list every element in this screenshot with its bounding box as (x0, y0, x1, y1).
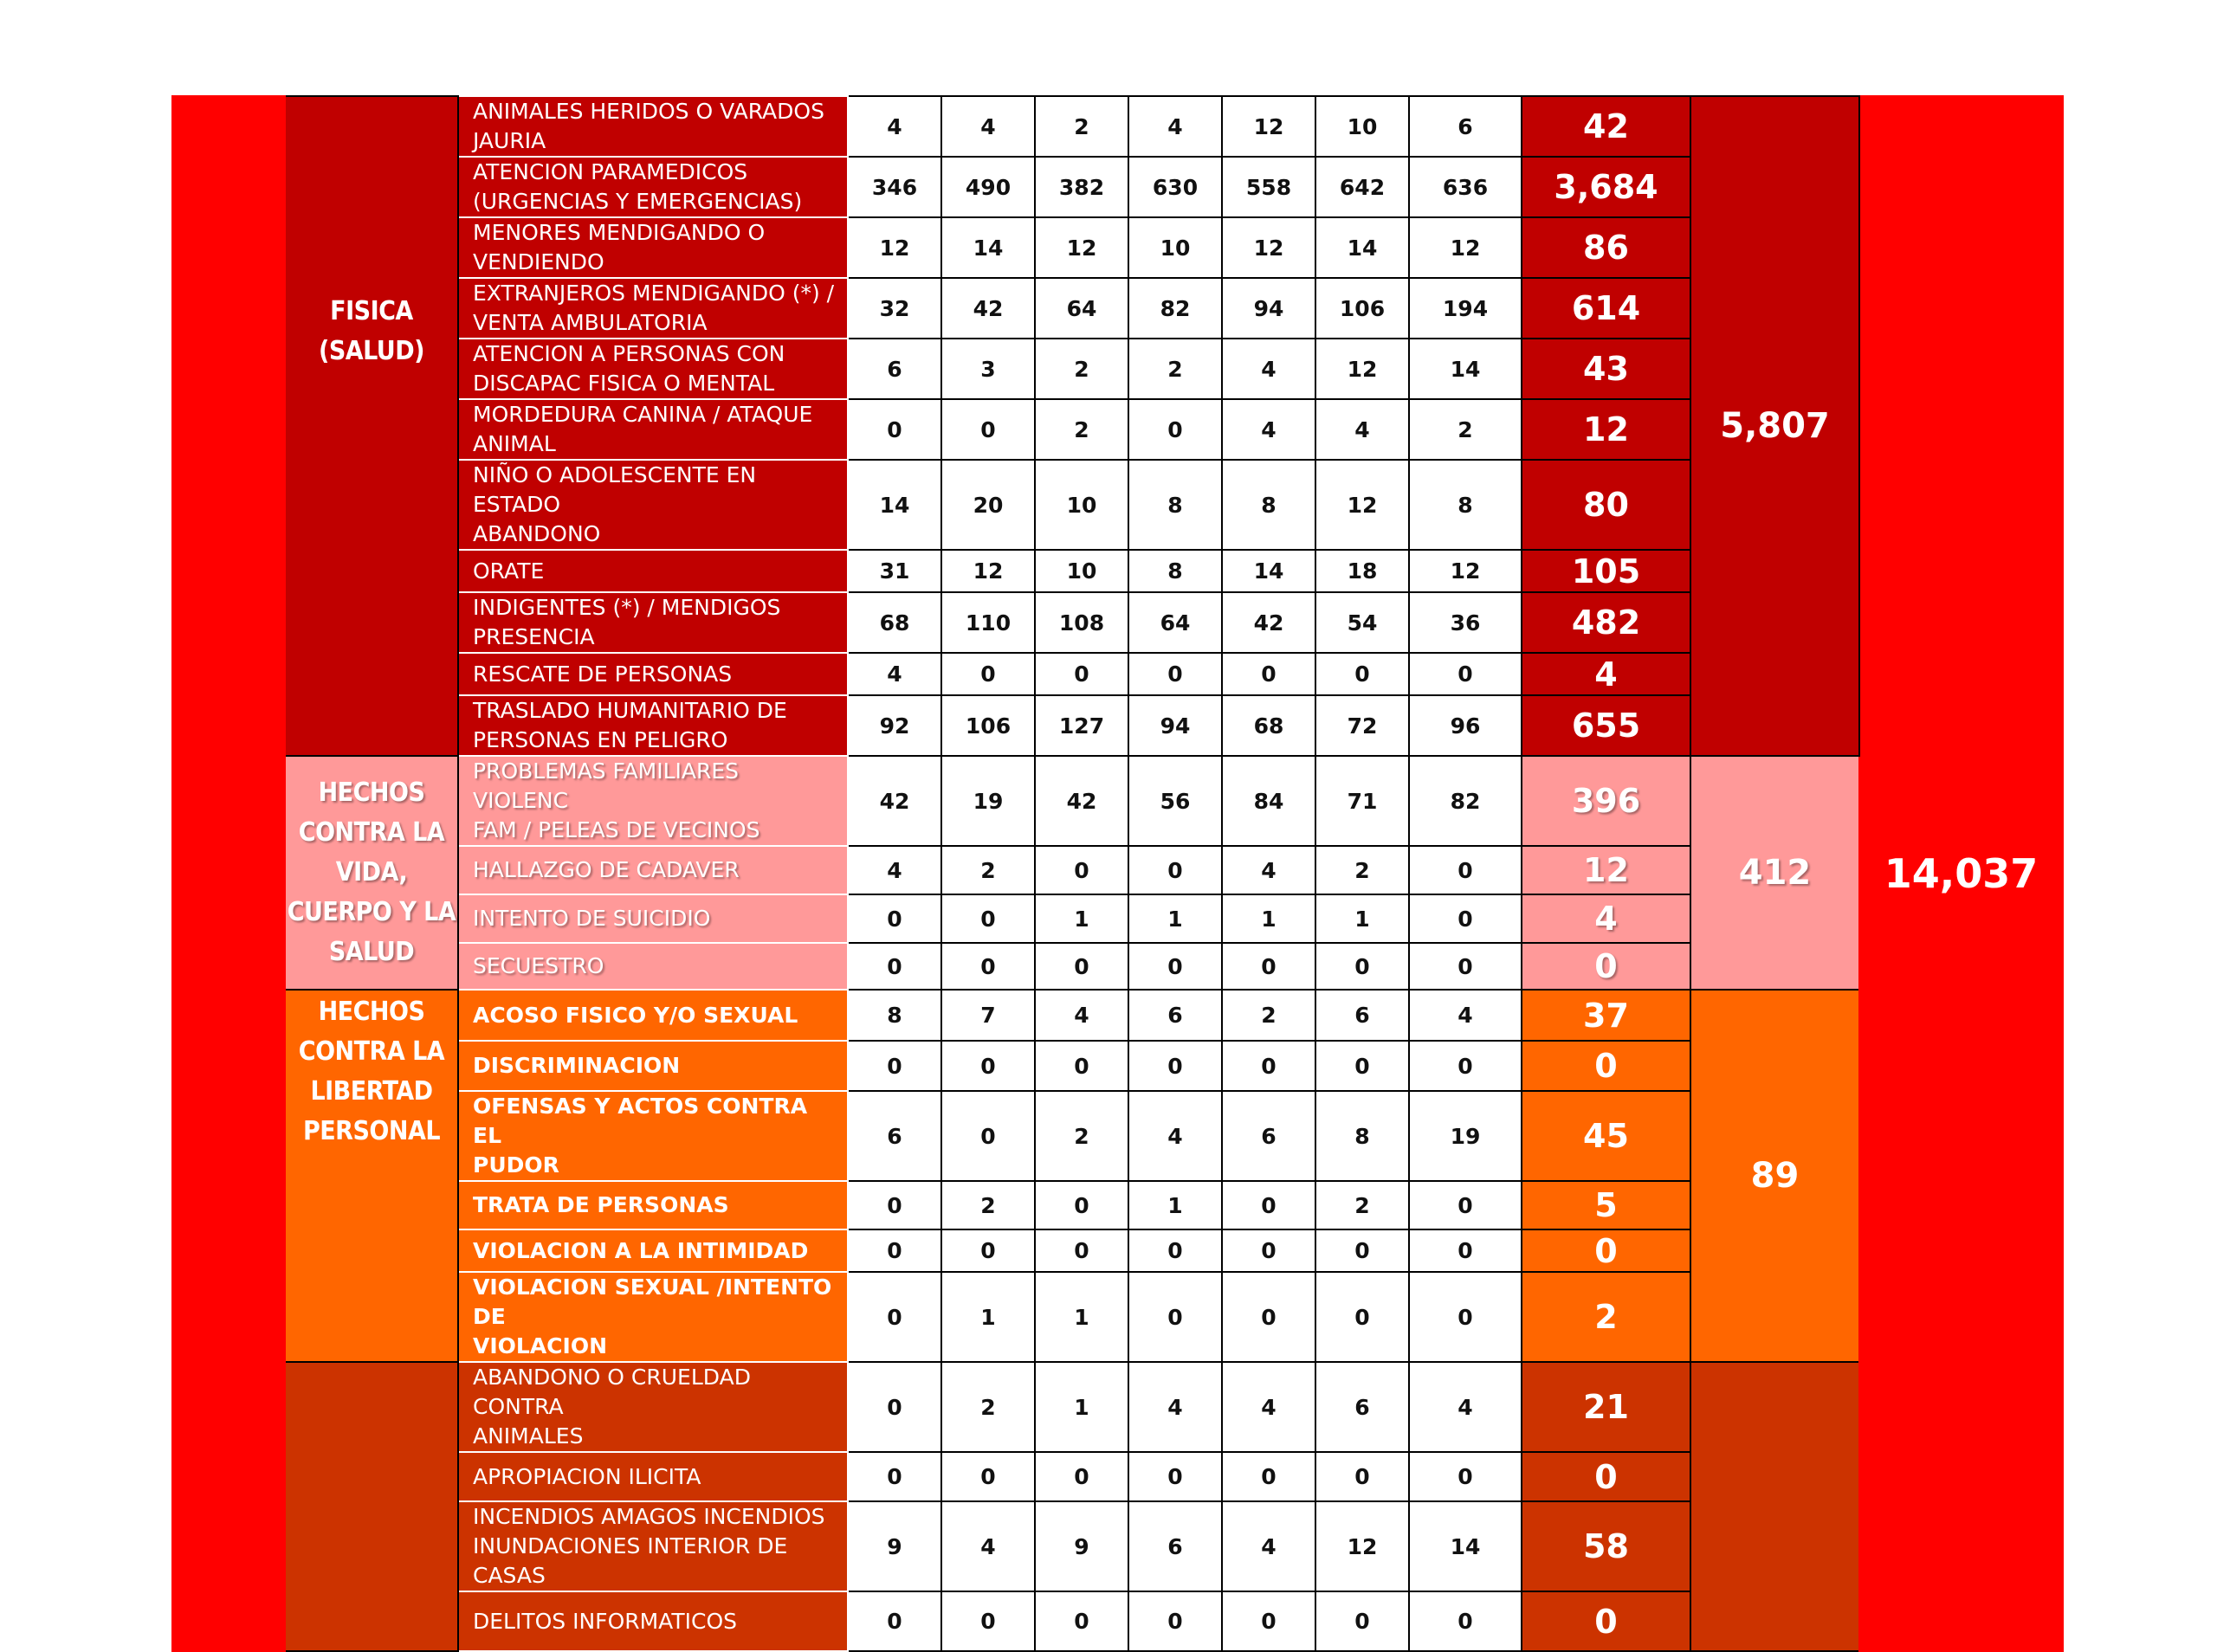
value-cell: 4 (1035, 990, 1128, 1041)
row-label-line: DISCRIMINACION (473, 1053, 681, 1078)
value-cell: 2 (1035, 399, 1128, 460)
value-cell: 4 (1222, 1362, 1315, 1452)
value-cell: 8 (1315, 1091, 1409, 1181)
row-label (458, 1452, 848, 1501)
row-total: 0 (1522, 1591, 1690, 1651)
value-cell: 4 (1222, 339, 1315, 399)
value-cell: 9 (1035, 1501, 1128, 1591)
value-cell: 82 (1409, 756, 1522, 846)
value-cell: 18 (1315, 550, 1409, 592)
value-cell: 4 (1409, 1362, 1522, 1452)
value-cell: 0 (941, 894, 1035, 943)
value-cell: 0 (1409, 1452, 1522, 1501)
value-cell: 9 (848, 1501, 941, 1591)
row-label-line: JAURIA (473, 128, 546, 153)
value-cell: 12 (848, 217, 941, 278)
row-total: 2 (1522, 1272, 1690, 1362)
value-cell: 0 (1315, 1452, 1409, 1501)
row-label-line: TRASLADO HUMANITARIO DE (473, 698, 787, 723)
value-cell: 0 (1035, 1591, 1128, 1651)
value-cell: 1 (1128, 1181, 1222, 1229)
value-cell: 0 (1128, 1041, 1222, 1091)
row-label (458, 1501, 848, 1591)
value-cell: 1 (1035, 1272, 1128, 1362)
value-cell: 0 (1128, 653, 1222, 695)
value-cell: 68 (848, 592, 941, 653)
row-label (458, 339, 848, 399)
row-label-line: HALLAZGO DE CADAVER (473, 857, 740, 882)
value-cell: 0 (941, 653, 1035, 695)
value-cell: 2 (1035, 1091, 1128, 1181)
table-row (172, 990, 2063, 1041)
value-cell: 4 (848, 96, 941, 157)
value-cell: 6 (1128, 1501, 1222, 1591)
value-cell: 94 (1128, 695, 1222, 756)
value-cell: 0 (1128, 1591, 1222, 1651)
value-cell: 42 (941, 278, 1035, 339)
row-label-line: MENORES MENDIGANDO O (473, 220, 766, 245)
value-cell: 558 (1222, 157, 1315, 217)
value-cell: 42 (1222, 592, 1315, 653)
row-label-line: DELITOS INFORMATICOS (473, 1608, 737, 1634)
value-cell: 14 (848, 460, 941, 550)
row-label-line: TRATA DE PERSONAS (473, 1192, 729, 1217)
row-label (458, 1181, 848, 1229)
row-label-line: DISCAPAC FISICA O MENTAL (473, 371, 775, 396)
value-cell: 1 (1035, 894, 1128, 943)
row-label (458, 894, 848, 943)
value-cell: 42 (1035, 756, 1128, 846)
value-cell: 0 (1128, 846, 1222, 894)
value-cell: 0 (1128, 399, 1222, 460)
value-cell: 0 (1409, 1229, 1522, 1272)
row-label (458, 217, 848, 278)
value-cell: 0 (1035, 653, 1128, 695)
value-cell: 12 (1315, 1501, 1409, 1591)
value-cell: 6 (1315, 990, 1409, 1041)
category-label (285, 1362, 458, 1651)
row-label-line: SECUESTRO (473, 953, 604, 978)
value-cell: 8 (1128, 550, 1222, 592)
row-label-line: PRESENCIA (473, 624, 595, 649)
value-cell: 64 (1035, 278, 1128, 339)
value-cell: 0 (1222, 943, 1315, 990)
value-cell: 642 (1315, 157, 1409, 217)
group-subtotal: 5,807 (1690, 96, 1859, 756)
row-total: 42 (1522, 96, 1690, 157)
value-cell: 14 (1315, 217, 1409, 278)
row-label-line: VIOLACION A LA INTIMIDAD (473, 1237, 809, 1263)
value-cell: 2 (1128, 339, 1222, 399)
value-cell: 0 (941, 1091, 1035, 1181)
value-cell: 68 (1222, 695, 1315, 756)
value-cell: 71 (1315, 756, 1409, 846)
value-cell: 4 (941, 96, 1035, 157)
value-cell: 0 (848, 1452, 941, 1501)
group-subtotal: 89 (1690, 990, 1859, 1362)
value-cell: 2 (1035, 96, 1128, 157)
value-cell: 1 (1315, 894, 1409, 943)
value-cell: 0 (941, 943, 1035, 990)
value-cell: 19 (941, 756, 1035, 846)
value-cell: 8 (1222, 460, 1315, 550)
value-cell: 8 (1409, 460, 1522, 550)
value-cell: 2 (1222, 990, 1315, 1041)
row-label-line: NIÑO O ADOLESCENTE EN ESTADO (473, 462, 757, 517)
value-cell: 0 (1035, 1181, 1128, 1229)
row-label (458, 399, 848, 460)
value-cell: 0 (1409, 894, 1522, 943)
table-row (172, 756, 2063, 846)
value-cell: 4 (848, 846, 941, 894)
value-cell: 4 (848, 653, 941, 695)
row-label-line: PERSONAS EN PELIGRO (473, 727, 728, 752)
row-total: 4 (1522, 653, 1690, 695)
value-cell: 0 (1315, 1041, 1409, 1091)
value-cell: 64 (1128, 592, 1222, 653)
value-cell: 12 (1222, 217, 1315, 278)
category-label: FISICA (SALUD) (285, 96, 458, 756)
value-cell: 6 (1128, 990, 1222, 1041)
value-cell: 630 (1128, 157, 1222, 217)
value-cell: 0 (941, 1452, 1035, 1501)
value-cell: 72 (1315, 695, 1409, 756)
value-cell: 56 (1128, 756, 1222, 846)
row-total: 4 (1522, 894, 1690, 943)
row-label-line: VENDIENDO (473, 249, 604, 274)
value-cell: 6 (1409, 96, 1522, 157)
value-cell: 0 (1035, 943, 1128, 990)
value-cell: 0 (1315, 1591, 1409, 1651)
row-label (458, 1591, 848, 1651)
value-cell: 4 (1222, 846, 1315, 894)
value-cell: 0 (1128, 943, 1222, 990)
value-cell: 54 (1315, 592, 1409, 653)
value-cell: 2 (1315, 846, 1409, 894)
category-label: HECHOS CONTRA LA VIDA, CUERPO Y LA SALUD (285, 756, 458, 990)
row-label-line: INTENTO DE SUICIDIO (473, 906, 711, 931)
row-total: 37 (1522, 990, 1690, 1041)
row-label (458, 460, 848, 550)
row-label (458, 1229, 848, 1272)
value-cell: 1 (941, 1272, 1035, 1362)
value-cell: 2 (941, 846, 1035, 894)
value-cell: 0 (1409, 1591, 1522, 1651)
row-label-line: VENTA AMBULATORIA (473, 310, 708, 335)
value-cell: 0 (1222, 1041, 1315, 1091)
value-cell: 6 (1315, 1362, 1409, 1452)
row-label (458, 157, 848, 217)
value-cell: 10 (1035, 460, 1128, 550)
value-cell: 0 (848, 1362, 941, 1452)
value-cell: 82 (1128, 278, 1222, 339)
row-label-line: PROBLEMAS FAMILIARES VIOLENC (473, 758, 740, 813)
row-total: 0 (1522, 1229, 1690, 1272)
value-cell: 0 (848, 399, 941, 460)
value-cell: 0 (1222, 1452, 1315, 1501)
value-cell: 1 (1222, 894, 1315, 943)
value-cell: 4 (1222, 399, 1315, 460)
group-subtotal: 412 (1690, 756, 1859, 990)
row-label-line: INCENDIOS AMAGOS INCENDIOS (473, 1504, 825, 1529)
value-cell: 36 (1409, 592, 1522, 653)
value-cell: 636 (1409, 157, 1522, 217)
row-label-line: ACOSO FISICO Y/O SEXUAL (473, 1002, 798, 1028)
value-cell: 0 (1315, 653, 1409, 695)
value-cell: 0 (1035, 1041, 1128, 1091)
value-cell: 10 (1035, 550, 1128, 592)
value-cell: 3 (941, 339, 1035, 399)
value-cell: 8 (1128, 460, 1222, 550)
row-label (458, 1041, 848, 1091)
row-label (458, 990, 848, 1041)
value-cell: 4 (941, 1501, 1035, 1591)
value-cell: 106 (941, 695, 1035, 756)
row-label-line: INDIGENTES (*) / MENDIGOS (473, 595, 781, 620)
value-cell: 12 (1409, 217, 1522, 278)
value-cell: 2 (1409, 399, 1522, 460)
row-total: 3,684 (1522, 157, 1690, 217)
value-cell: 0 (1409, 846, 1522, 894)
row-total: 45 (1522, 1091, 1690, 1181)
row-label (458, 278, 848, 339)
row-label-line: ABANDONO (473, 521, 601, 546)
value-cell: 20 (941, 460, 1035, 550)
row-label (458, 846, 848, 894)
row-label-line: VIOLACION SEXUAL /INTENTO DE (473, 1274, 832, 1329)
value-cell: 0 (848, 943, 941, 990)
value-cell: 14 (1222, 550, 1315, 592)
value-cell: 4 (1222, 1501, 1315, 1591)
row-label-line: ORATE (473, 558, 545, 584)
row-label-line: MORDEDURA CANINA / ATAQUE (473, 402, 813, 427)
value-cell: 4 (1128, 1091, 1222, 1181)
value-cell: 1 (1128, 894, 1222, 943)
row-total: 5 (1522, 1181, 1690, 1229)
value-cell: 2 (1035, 339, 1128, 399)
value-cell: 12 (941, 550, 1035, 592)
table-row (172, 96, 2063, 157)
row-label-line: ANIMAL (473, 431, 556, 456)
row-total: 12 (1522, 399, 1690, 460)
value-cell: 0 (1035, 1452, 1128, 1501)
grand-total: 14,037 (1859, 96, 2063, 1651)
row-label-line: ANIMALES HERIDOS O VARADOS (473, 99, 824, 124)
row-label (458, 1091, 848, 1181)
value-cell: 32 (848, 278, 941, 339)
value-cell: 2 (941, 1362, 1035, 1452)
value-cell: 108 (1035, 592, 1128, 653)
row-label-line: ANIMALES (473, 1423, 584, 1449)
value-cell: 0 (1222, 1229, 1315, 1272)
row-label-line: ATENCION PARAMEDICOS (473, 159, 748, 184)
value-cell: 0 (1315, 943, 1409, 990)
row-total: 21 (1522, 1362, 1690, 1452)
value-cell: 0 (1409, 1041, 1522, 1091)
row-label (458, 943, 848, 990)
value-cell: 110 (941, 592, 1035, 653)
value-cell: 0 (1128, 1229, 1222, 1272)
value-cell: 31 (848, 550, 941, 592)
value-cell: 14 (941, 217, 1035, 278)
value-cell: 42 (848, 756, 941, 846)
value-cell: 10 (1315, 96, 1409, 157)
row-label-line: ABANDONO O CRUELDAD CONTRA (473, 1365, 751, 1419)
row-label-line: RESCATE DE PERSONAS (473, 661, 733, 687)
value-cell: 194 (1409, 278, 1522, 339)
row-label-line: PUDOR (473, 1152, 559, 1178)
row-label (458, 695, 848, 756)
value-cell: 4 (1409, 990, 1522, 1041)
row-total: 0 (1522, 943, 1690, 990)
row-total: 86 (1522, 217, 1690, 278)
row-label (458, 96, 848, 157)
value-cell: 12 (1222, 96, 1315, 157)
value-cell: 0 (941, 399, 1035, 460)
row-total: 614 (1522, 278, 1690, 339)
row-label-line: (URGENCIAS Y EMERGENCIAS) (473, 189, 803, 214)
value-cell: 12 (1315, 339, 1409, 399)
value-cell: 7 (941, 990, 1035, 1041)
value-cell: 84 (1222, 756, 1315, 846)
row-label-line: VIOLACION (473, 1333, 608, 1358)
value-cell: 0 (1409, 943, 1522, 990)
value-cell: 0 (1222, 1272, 1315, 1362)
row-label (458, 592, 848, 653)
value-cell: 0 (848, 1272, 941, 1362)
value-cell: 0 (1409, 1181, 1522, 1229)
value-cell: 0 (848, 1229, 941, 1272)
value-cell: 0 (1315, 1229, 1409, 1272)
row-label (458, 653, 848, 695)
row-total: 655 (1522, 695, 1690, 756)
value-cell: 127 (1035, 695, 1128, 756)
row-label-line: INUNDACIONES INTERIOR DE CASAS (473, 1533, 788, 1588)
value-cell: 346 (848, 157, 941, 217)
value-cell: 2 (1315, 1181, 1409, 1229)
category-label: HECHOS CONTRA LA LIBERTAD PERSONAL (285, 990, 458, 1362)
value-cell: 490 (941, 157, 1035, 217)
value-cell: 6 (1222, 1091, 1315, 1181)
value-cell: 0 (1035, 1229, 1128, 1272)
value-cell: 1 (1035, 1362, 1128, 1452)
value-cell: 4 (1315, 399, 1409, 460)
value-cell: 10 (1128, 217, 1222, 278)
row-label (458, 550, 848, 592)
value-cell: 8 (848, 990, 941, 1041)
value-cell: 106 (1315, 278, 1409, 339)
value-cell: 0 (848, 894, 941, 943)
value-cell: 19 (1409, 1091, 1522, 1181)
row-label-line: OFENSAS Y ACTOS CONTRA EL (473, 1094, 808, 1148)
security-stats-table (171, 95, 2064, 1652)
row-total: 0 (1522, 1041, 1690, 1091)
row-total: 12 (1522, 846, 1690, 894)
row-total: 58 (1522, 1501, 1690, 1591)
row-total: 80 (1522, 460, 1690, 550)
value-cell: 6 (848, 1091, 941, 1181)
row-label (458, 1272, 848, 1362)
value-cell: 0 (1035, 846, 1128, 894)
row-total: 43 (1522, 339, 1690, 399)
row-label-line: APROPIACION ILICITA (473, 1463, 701, 1489)
value-cell: 0 (1128, 1452, 1222, 1501)
row-total: 482 (1522, 592, 1690, 653)
value-cell: 0 (1128, 1272, 1222, 1362)
value-cell: 0 (848, 1181, 941, 1229)
table-row (172, 1362, 2063, 1452)
value-cell: 96 (1409, 695, 1522, 756)
value-cell: 6 (848, 339, 941, 399)
value-cell: 382 (1035, 157, 1128, 217)
row-label-line: EXTRANJEROS MENDIGANDO (*) / (473, 281, 835, 306)
value-cell: 0 (941, 1229, 1035, 1272)
value-cell: 0 (1409, 653, 1522, 695)
group-subtotal (1690, 1362, 1859, 1651)
value-cell: 14 (1409, 1501, 1522, 1591)
value-cell: 12 (1409, 550, 1522, 592)
value-cell: 0 (848, 1591, 941, 1651)
value-cell: 0 (1315, 1272, 1409, 1362)
value-cell: 0 (941, 1041, 1035, 1091)
row-label (458, 1362, 848, 1452)
value-cell: 94 (1222, 278, 1315, 339)
value-cell: 0 (941, 1591, 1035, 1651)
row-label (458, 756, 848, 846)
row-total: 105 (1522, 550, 1690, 592)
value-cell: 2 (941, 1181, 1035, 1229)
value-cell: 0 (1222, 653, 1315, 695)
value-cell: 12 (1315, 460, 1409, 550)
value-cell: 4 (1128, 96, 1222, 157)
value-cell: 14 (1409, 339, 1522, 399)
value-cell: 12 (1035, 217, 1128, 278)
value-cell: 92 (848, 695, 941, 756)
row-label-line: FAM / PELEAS DE VECINOS (473, 817, 760, 842)
value-cell: 0 (1222, 1591, 1315, 1651)
row-label-line: ATENCION A PERSONAS CON (473, 341, 785, 366)
row-total: 396 (1522, 756, 1690, 846)
section-cell (172, 96, 285, 1651)
value-cell: 0 (1222, 1181, 1315, 1229)
row-total: 0 (1522, 1452, 1690, 1501)
value-cell: 0 (848, 1041, 941, 1091)
value-cell: 0 (1409, 1272, 1522, 1362)
value-cell: 4 (1128, 1362, 1222, 1452)
